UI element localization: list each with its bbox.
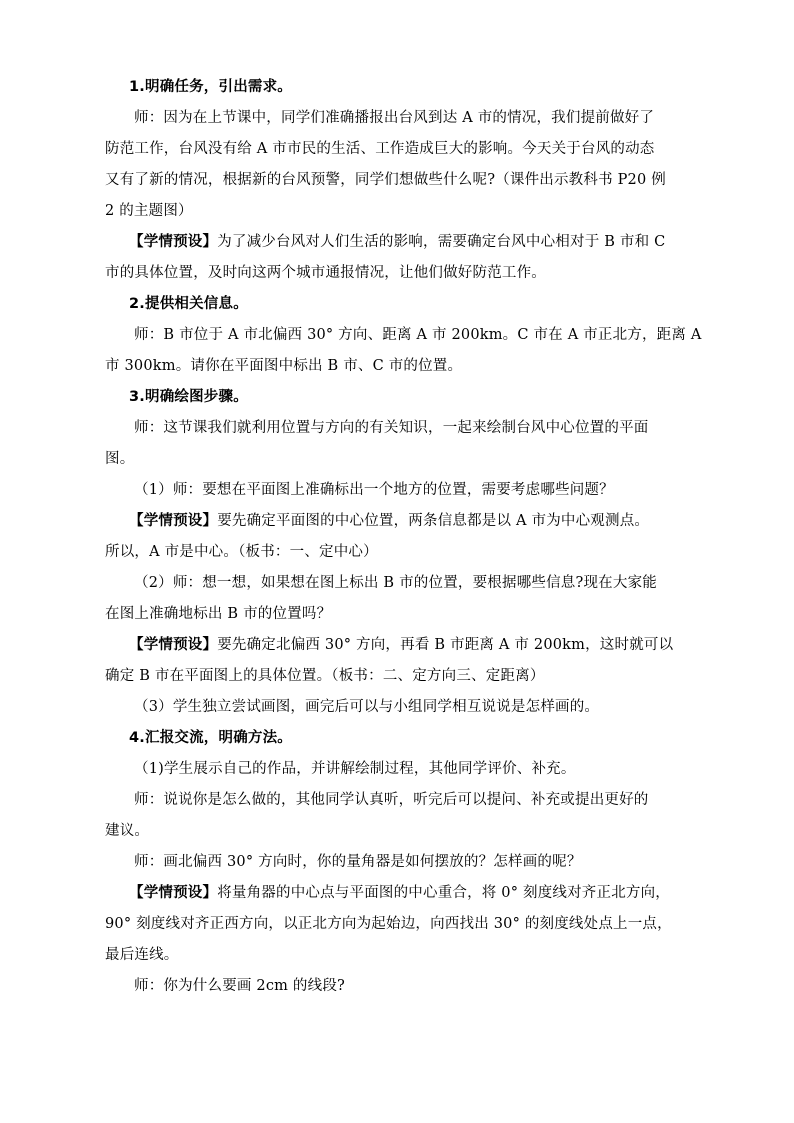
paragraph (105, 475, 693, 506)
paragraph (105, 506, 693, 568)
paragraph-line: 在图上准确地标出 B 市的位置吗？ (105, 606, 332, 622)
preset-tag: 【学情预设】 (129, 513, 218, 529)
preset-tag: 【学情预设】 (129, 637, 218, 653)
paragraph-text: 要先确定平面图的中心位置，两条信息都是以 A 市为中心观测点。 (217, 513, 650, 529)
paragraph-line (105, 630, 693, 661)
paragraph-line: 防范工作，台风没有给 A 市市民的生活、工作造成巨大的影响。今天关于台风的动态 (105, 141, 655, 157)
paragraph-line: 师：你为什么要画 2cm 的线段? (134, 978, 345, 994)
paragraph (105, 568, 693, 630)
paragraph-line: 师：因为在上节课中，同学们准确播报出台风到达 A 市的情况，我们提前做好了 (134, 110, 655, 126)
paragraph-line: 最后连线。 (105, 947, 179, 963)
paragraph-line: 2 的主题图） (105, 203, 193, 219)
paragraph-line: 师：画北偏西 30° 方向时，你的量角器是如何摆放的？怎样画的呢？ (134, 854, 582, 870)
paragraph-line: （1）师：要想在平面图上准确标出一个地方的位置，需要考虑哪些问题？ (134, 482, 614, 498)
paragraph-line: 市 300km。请你在平面图中标出 B 市、C 市的位置。 (105, 358, 463, 374)
paragraph-line: （3）学生独立尝试画图，画完后可以与小组同学相互说说是怎样画的。 (134, 699, 600, 715)
preset-tag: 【学情预设】 (129, 234, 218, 250)
paragraph (105, 847, 693, 878)
paragraph-text: 将量角器的中心点与平面图的中心重合，将 0° 刻度线对齐正北方向， (217, 885, 670, 901)
paragraph-line: 建议。 (105, 823, 150, 839)
paragraph-line: （2）师：想一想，如果想在图上标出 B 市的位置，要根据哪些信息?现在大家能 (134, 575, 657, 591)
paragraph (105, 878, 693, 971)
section-heading: 1.明确任务，引出需求。 (129, 79, 292, 95)
paragraph (105, 692, 693, 723)
paragraph-line: 90° 刻度线对齐正西方向，以正北方向为起始边，向西找出 30° 的刻度线处点上一点， (105, 916, 672, 932)
paragraph-line: 师：这节课我们就利用位置与方向的有关知识，一起来绘制台风中心位置的平面 (134, 420, 649, 436)
paragraph (105, 320, 702, 382)
paragraph (105, 227, 693, 289)
paragraph-line (105, 506, 693, 537)
document-page (105, 72, 702, 1002)
paragraph (105, 971, 693, 1002)
section-heading: 4.汇报交流，明确方法。 (129, 730, 292, 746)
paragraph (105, 413, 693, 475)
paragraph-line (105, 878, 693, 909)
paragraph-text: 为了减少台风对人们生活的影响，需要确定台风中心相对于 B 市和 C (217, 234, 666, 250)
paragraph-line: 师：B 市位于 A 市北偏西 30° 方向、距离 A 市 200km。C 市在 A 市正北方，距离 A (134, 327, 702, 343)
paragraph (105, 754, 693, 785)
paragraph (105, 630, 693, 692)
paragraph-line: 市的具体位置，及时向这两个城市通报情况，让他们做好防范工作。 (105, 265, 546, 281)
section-heading: 3.明确绘图步骤。 (129, 389, 248, 405)
paragraph-line: 师：说说你是怎么做的，其他同学认真听，听完后可以提问、补充或提出更好的 (134, 792, 649, 808)
paragraph (105, 785, 693, 847)
paragraph-line: 图。 (105, 451, 135, 467)
paragraph-text: 要先确定北偏西 30° 方向，再看 B 市距离 A 市 200km，这时就可以 (217, 637, 674, 653)
paragraph-line: 所以，A 市是中心。（板书：一、定中心） (105, 544, 378, 560)
section-heading: 2.提供相关信息。 (129, 296, 248, 312)
paragraph-line: 确定 B 市在平面图上的具体位置。（板书：二、定方向三、定距离） (105, 668, 545, 684)
paragraph (105, 103, 693, 227)
paragraph-line: 又有了新的情况，根据新的台风预警，同学们想做些什么呢?（课件出示教科书 P20 例 (105, 172, 666, 188)
preset-tag: 【学情预设】 (129, 885, 218, 901)
paragraph-line: （1)学生展示自己的作品，并讲解绘制过程，其他同学评价、补充。 (134, 761, 576, 777)
paragraph-line (105, 227, 693, 258)
